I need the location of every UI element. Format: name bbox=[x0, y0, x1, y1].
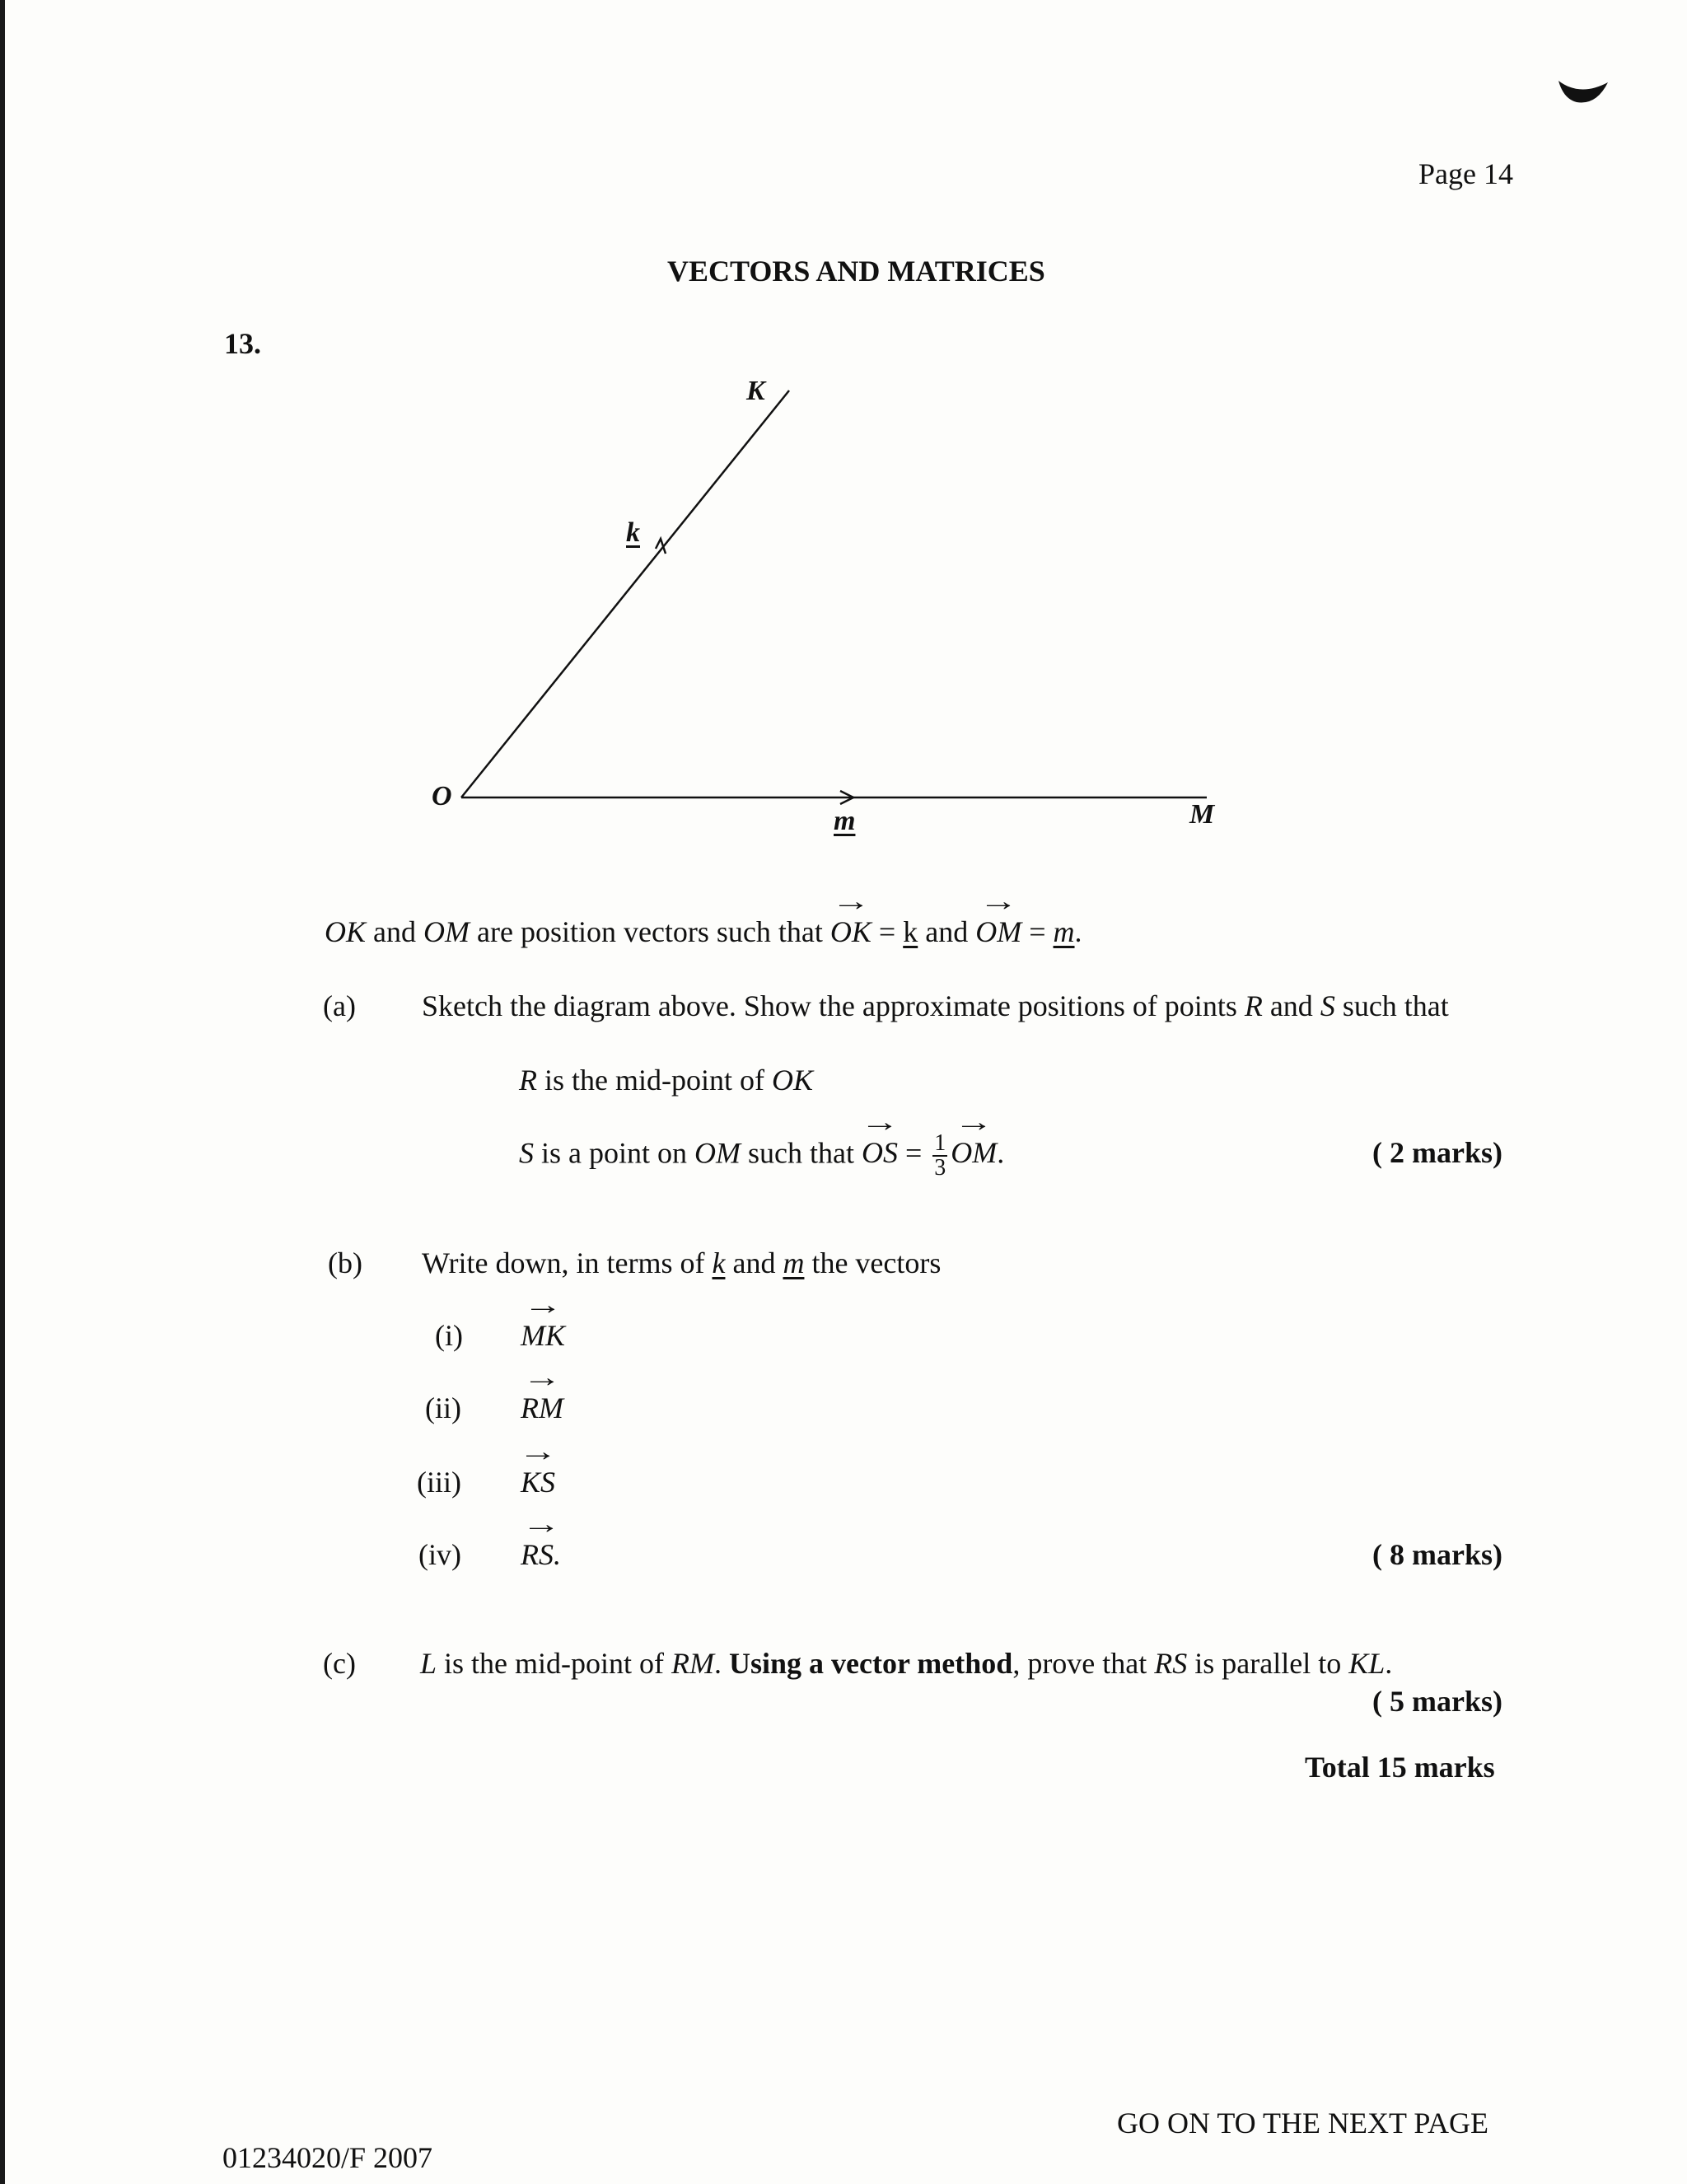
part-a-condition-s: S is a point on OM such that → OS = $\frac{1}{3}$ → OM. bbox=[519, 1132, 1004, 1180]
part-b-item-ii-vector: → RM bbox=[521, 1391, 563, 1425]
footer-next-page: GO ON TO THE NEXT PAGE bbox=[1117, 2107, 1489, 2140]
part-b-item-iii-vector: → KS bbox=[521, 1465, 555, 1499]
vector-diagram bbox=[412, 362, 1236, 840]
question-number: 13. bbox=[224, 327, 261, 360]
part-c-marks: ( 5 marks) bbox=[1372, 1685, 1502, 1718]
part-c-label: (c) bbox=[323, 1647, 356, 1680]
part-c-text: L is the mid-point of RM. Using a vector method, prove that RS is parallel to KL. bbox=[420, 1647, 1393, 1680]
part-b-item-iv-num: (iv) bbox=[418, 1538, 461, 1571]
label-m-point: M bbox=[1189, 799, 1215, 830]
part-b-item-ii-num: (ii) bbox=[425, 1391, 461, 1424]
label-o-point: O bbox=[432, 781, 452, 811]
part-b-item-i-num: (i) bbox=[435, 1319, 463, 1352]
part-b-item-i-vector: → MK bbox=[521, 1318, 565, 1353]
part-b-marks: ( 8 marks) bbox=[1372, 1538, 1502, 1571]
vector-om: → OM bbox=[975, 914, 1021, 949]
part-b-label: (b) bbox=[328, 1246, 362, 1279]
part-a-condition-r: R is the mid-point of OK bbox=[519, 1064, 813, 1097]
page-number: Page 14 bbox=[1418, 157, 1513, 190]
label-k-point: K bbox=[746, 376, 765, 406]
part-a-text: Sketch the diagram above. Show the approximate positions of points R and S such that bbox=[422, 989, 1449, 1022]
footer-code: 01234020/F 2007 bbox=[222, 2141, 433, 2174]
label-m-vector: m bbox=[834, 806, 856, 836]
corner-mark bbox=[1555, 72, 1613, 110]
part-b-text: Write down, in terms of k and m the vectors bbox=[422, 1246, 942, 1279]
vector-om-2: → OM bbox=[951, 1135, 997, 1170]
intro-line: OK and OM are position vectors such that → OK = k and → OM = m. bbox=[325, 914, 1082, 949]
part-a-label: (a) bbox=[323, 989, 356, 1022]
line-ok bbox=[461, 391, 789, 797]
total-marks: Total 15 marks bbox=[1305, 1751, 1495, 1784]
section-title: VECTORS AND MATRICES bbox=[667, 255, 1045, 288]
page-edge bbox=[0, 0, 5, 2184]
part-b-item-iv-vector: → RS. bbox=[521, 1537, 561, 1572]
fraction-one-third: $\frac{1}{3}$ bbox=[934, 1130, 946, 1181]
label-k-vector: k bbox=[626, 517, 640, 548]
part-a-marks: ( 2 marks) bbox=[1372, 1136, 1502, 1169]
vector-os: → OS bbox=[862, 1135, 898, 1170]
part-b-item-iii-num: (iii) bbox=[417, 1466, 461, 1499]
vector-ok: → OK bbox=[830, 914, 872, 949]
